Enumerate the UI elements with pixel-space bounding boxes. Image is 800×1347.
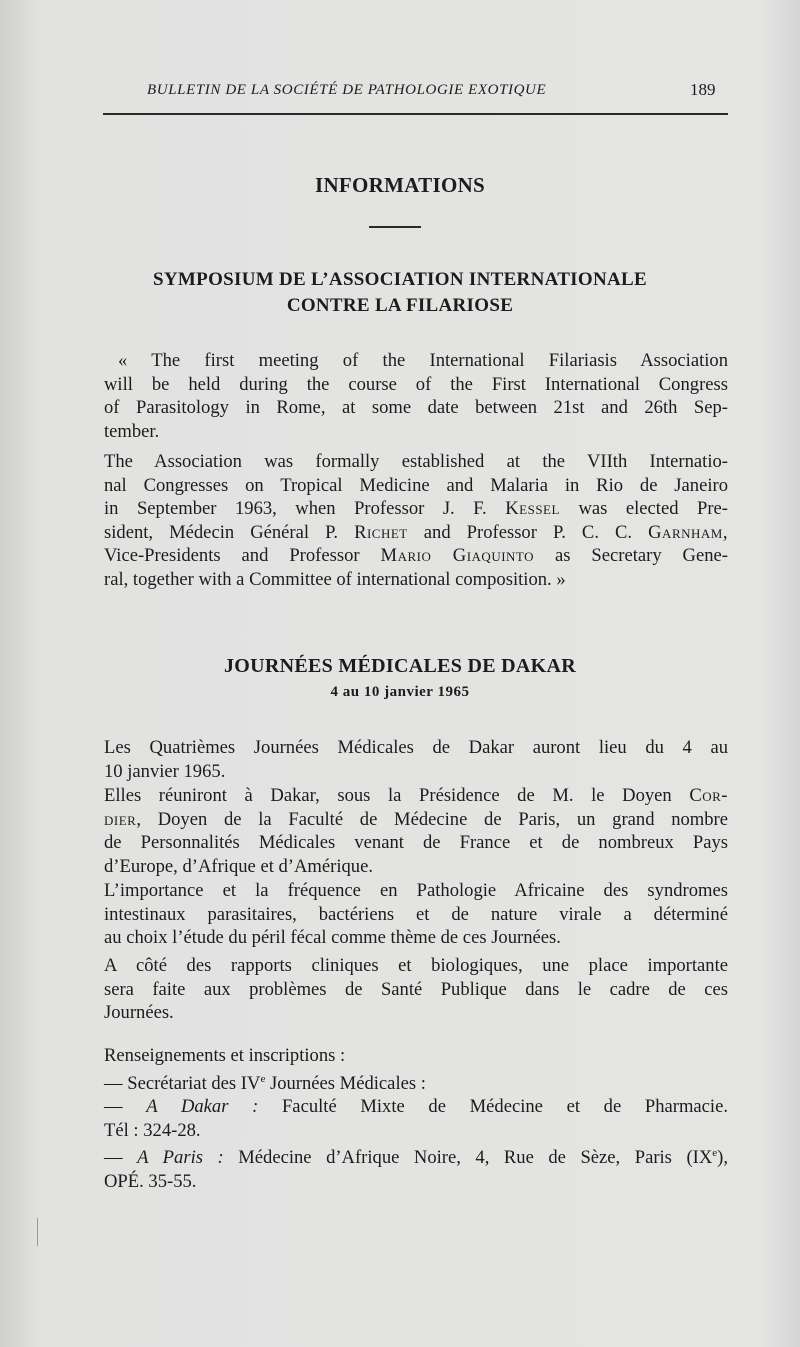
text-line bbox=[104, 521, 728, 545]
symposium-paragraph-2 bbox=[104, 450, 728, 591]
symposium-paragraph-1 bbox=[104, 349, 728, 443]
text-line: Renseignements et inscriptions : bbox=[104, 1045, 346, 1066]
text-line: au choix l’étude du péril fécal comme thème de ces Journées. bbox=[104, 927, 561, 948]
text-run: Médecine d’Afrique Noire, 4, Rue de Sèze, Paris (IX bbox=[223, 1147, 713, 1169]
text-run: ), bbox=[717, 1147, 728, 1169]
informations-title: INFORMATIONS bbox=[314, 173, 486, 197]
person-name: dier bbox=[104, 808, 137, 830]
text-line: de Personnalités Médicales venant de France et de nombreux Pays bbox=[104, 832, 728, 853]
text-line: « The first meeting of the International Filariasis Association bbox=[118, 350, 728, 371]
text-line: Les Quatrièmes Journées Médicales de Dakar auront lieu du 4 au bbox=[104, 737, 728, 758]
text-run: sident, Médecin Général P. bbox=[104, 521, 339, 543]
text-line: The Association was formally established at the VIIth Internatio- bbox=[104, 451, 728, 472]
text-run: — bbox=[104, 1147, 138, 1169]
text-line bbox=[104, 544, 728, 568]
journees-paragraph-3 bbox=[104, 879, 728, 950]
superscript: e bbox=[712, 1147, 718, 1160]
text-line bbox=[104, 784, 728, 808]
text-run: was elected Pre- bbox=[578, 498, 728, 519]
text-line: intestinaux parasitaires, bactériens et de nature virale a déterminé bbox=[104, 903, 728, 925]
text-line: Journées. bbox=[104, 1002, 174, 1023]
journees-title: JOURNÉES MÉDICALES DE DAKAR bbox=[223, 655, 577, 677]
italic-label: A Dakar : bbox=[146, 1096, 259, 1118]
person-name: Garnham, bbox=[648, 521, 728, 543]
symposium-title-line1: SYMPOSIUM DE L’ASSOCIATION INTERNATIONALE bbox=[153, 269, 647, 290]
text-line bbox=[104, 808, 728, 832]
italic-label: A Paris : bbox=[137, 1147, 224, 1169]
symposium-title-line2: CONTRE LA FILARIOSE bbox=[286, 295, 514, 316]
text-line: ral, together with a Committee of international composition. » bbox=[104, 568, 566, 590]
title-rule bbox=[369, 226, 421, 228]
symposium-title bbox=[0, 267, 800, 319]
text-run: Faculté Mixte de Médecine et de Pharmacie. bbox=[258, 1096, 728, 1118]
journees-dates: 4 au 10 janvier 1965 bbox=[330, 684, 470, 700]
text-run: as Secretary Gene- bbox=[554, 545, 728, 566]
text-run: and Professor P. C. C. bbox=[423, 521, 633, 543]
text-line: Tél : 324-28. bbox=[104, 1119, 201, 1141]
text-line bbox=[104, 1095, 728, 1119]
text-run: , Doyen de la Faculté de Médecine de Paris, un grand nombre bbox=[136, 808, 728, 830]
page-number: 189 bbox=[690, 80, 716, 99]
text-line: will be held during the course of the First International Congress bbox=[104, 373, 728, 395]
text-line: sera faite aux problèmes de Santé Publique dans le cadre de ces bbox=[104, 978, 728, 1000]
margin-mark bbox=[37, 1218, 38, 1246]
text-line bbox=[104, 1068, 728, 1096]
text-line: 10 janvier 1965. bbox=[104, 760, 226, 782]
text-line: tember. bbox=[104, 420, 160, 442]
text-line: d’Europe, d’Afrique et d’Amérique. bbox=[104, 855, 373, 877]
text-line: OPÉ. 35-55. bbox=[104, 1170, 197, 1192]
text-run: — bbox=[104, 1096, 147, 1118]
person-name: Kessel bbox=[505, 498, 560, 519]
text-run: in September 1963, when Professor J. F. bbox=[104, 498, 487, 519]
text-line: nal Congresses on Tropical Medicine and Malaria in Rio de Janeiro bbox=[104, 474, 728, 496]
text-run: Elles réuniront à Dakar, sous la Présidence de M. le Doyen bbox=[104, 785, 672, 806]
running-title: BULLETIN DE LA SOCIÉTÉ DE PATHOLOGIE EXOTIQUE bbox=[147, 82, 547, 98]
header-rule bbox=[103, 113, 728, 115]
person-name: Mario Giaquinto bbox=[380, 545, 535, 566]
text-run: — Secrétariat des IV bbox=[104, 1072, 261, 1094]
superscript: e bbox=[260, 1072, 266, 1085]
journees-paragraph-2 bbox=[104, 784, 728, 878]
text-line bbox=[104, 497, 728, 521]
text-run: Journées Médicales : bbox=[265, 1072, 426, 1094]
text-line: of Parasitology in Rome, at some date between 21st and 26th Sep- bbox=[104, 397, 728, 418]
person-name: Richet bbox=[354, 521, 408, 543]
person-name: Cor- bbox=[689, 785, 728, 806]
journees-paragraph-4 bbox=[104, 954, 728, 1025]
text-line: L’importance et la fréquence en Pathologie Africaine des syndromes bbox=[104, 880, 728, 901]
journees-info bbox=[104, 1044, 728, 1193]
journees-paragraph-1 bbox=[104, 736, 728, 783]
text-line bbox=[104, 1142, 728, 1170]
text-run: Vice-Presidents and Professor bbox=[104, 545, 360, 566]
text-line: A côté des rapports cliniques et biologiques, une place importante bbox=[104, 955, 728, 976]
